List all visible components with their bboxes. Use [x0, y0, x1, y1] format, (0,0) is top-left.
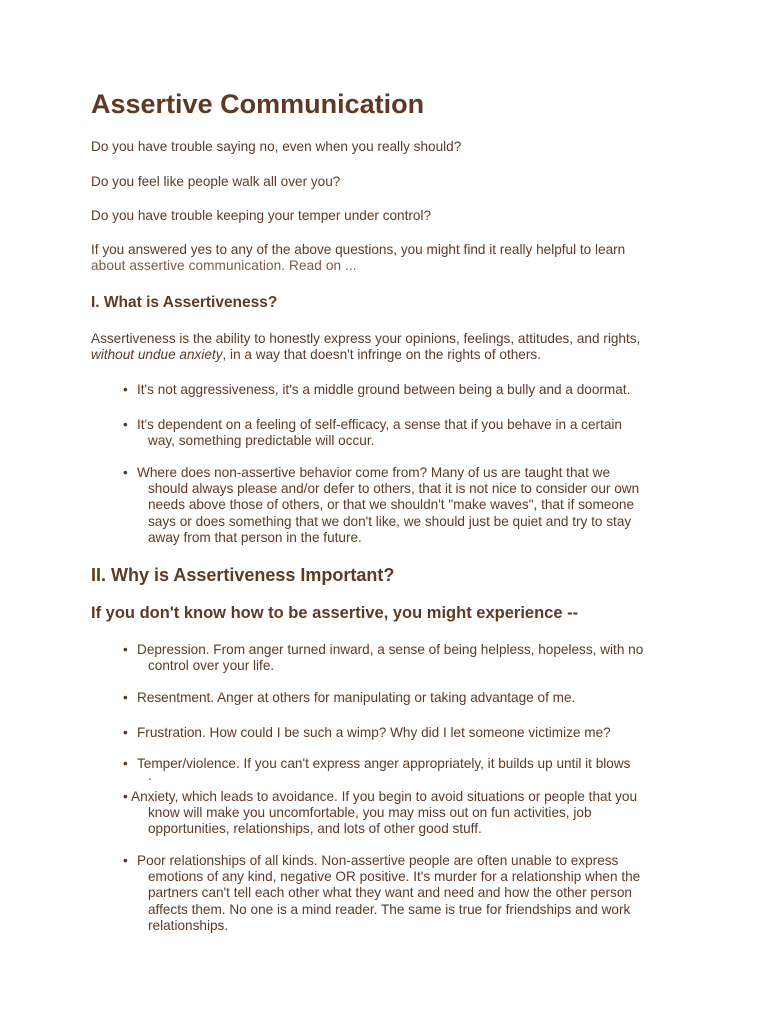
section-1-heading: I. What is Assertiveness? [91, 294, 278, 311]
list-item-text: needs above those of others, or that we shouldn't "make waves", that if someone [148, 497, 635, 513]
section-2-heading: II. Why is Assertiveness Important? [91, 565, 395, 585]
intro-question-1: Do you have trouble saying no, even when you really should? [91, 139, 462, 154]
bullet-icon: • [123, 756, 128, 771]
list-item-text: away from that person in the future. [148, 529, 362, 545]
list-item-text: Temper/violence. If you can't express anger appropriately, it builds up until it blows [137, 756, 631, 771]
list-item-text: Where does non-assertive behavior come from? Many of us are taught that we [137, 465, 611, 480]
list-item-text: know will make you uncomfortable, you may miss out on fun activities, job [148, 805, 592, 821]
list-item-text: affects them. No one is a mind reader. The same is true for friendships and work [148, 901, 631, 917]
definition-line-1: Assertiveness is the ability to honestly express your opinions, feelings, attitudes, and rights, [91, 331, 641, 346]
intro-paragraph-line-1: If you answered yes to any of the above questions, you might find it really helpful to learn [91, 242, 626, 257]
bullet-icon: • [123, 642, 128, 657]
bullet-icon: • [123, 417, 128, 432]
list-item-text: partners can't tell each other what they want and need and how the other person [148, 885, 632, 901]
list-item-text: . [148, 768, 152, 784]
list-item [123, 789, 683, 838]
list-item [123, 725, 683, 741]
list-item-text: says or does something that we don't like, we should just be quiet and try to stay [148, 513, 632, 529]
intro-paragraph [91, 242, 625, 274]
list-item [123, 853, 683, 934]
bullet-icon: • [123, 465, 128, 480]
list-item-text: emotions of any kind, negative OR positive. It's murder for a relationship when the [148, 869, 641, 885]
list-item-text: Poor relationships of all kinds. Non-assertive people are often unable to express [137, 853, 619, 868]
definition-emphasis: without undue anxiety [91, 347, 223, 362]
list-item [123, 690, 683, 706]
list-item [123, 382, 683, 398]
list-item-text: should always please and/or defer to others, that it is not nice to consider our own [148, 481, 640, 497]
bullet-icon: • [123, 382, 128, 397]
intro-paragraph-line-2: about assertive communication. Read on ... [91, 258, 357, 273]
list-item-text: relationships. [148, 917, 229, 933]
list-item [123, 642, 683, 674]
list-item [123, 756, 683, 784]
section-1-definition [91, 331, 640, 363]
list-item [123, 465, 683, 546]
bullet-icon: • [123, 725, 128, 740]
list-item-text: Frustration. How could I be such a wimp? Why did I let someone victimize me? [137, 725, 611, 740]
bullet-icon: • [123, 690, 128, 705]
bullet-icon: • [123, 789, 128, 804]
list-item-text: It's dependent on a feeling of self-efficacy, a sense that if you behave in a certain [137, 417, 622, 432]
list-item-text: opportunities, relationships, and lots of other good stuff. [148, 821, 482, 837]
bullet-icon: • [123, 853, 128, 868]
list-item-text: Anxiety, which leads to avoidance. If you begin to avoid situations or people that you [131, 789, 638, 804]
intro-question-3: Do you have trouble keeping your temper under control? [91, 208, 432, 223]
list-item-text: It's not aggressiveness, it's a middle ground between being a bully and a doormat. [137, 382, 631, 397]
definition-line-2-rest: , in a way that doesn't infringe on the rights of others. [222, 347, 541, 362]
definition-line-2 [91, 347, 640, 363]
list-item-text: way, something predictable will occur. [148, 433, 375, 449]
page-title: Assertive Communication [91, 89, 425, 119]
list-item [123, 417, 683, 449]
list-item-text: control over your life. [148, 658, 275, 674]
list-item-text: Resentment. Anger at others for manipulating or taking advantage of me. [137, 690, 576, 705]
section-2-subheading: If you don't know how to be assertive, you might experience -- [91, 604, 579, 622]
list-item-text: Depression. From anger turned inward, a sense of being helpless, hopeless, with no [137, 642, 644, 657]
intro-question-2: Do you feel like people walk all over you? [91, 174, 341, 189]
